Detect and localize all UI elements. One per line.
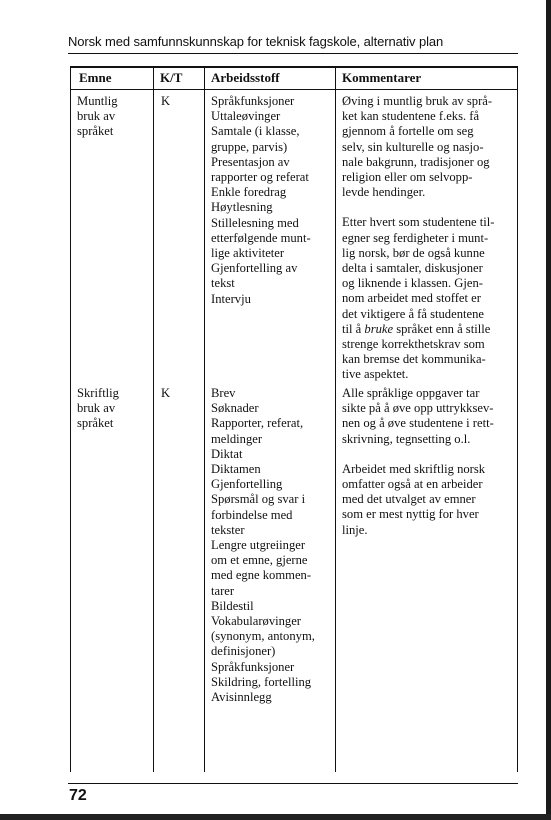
header-bottom-border — [70, 89, 518, 90]
running-head-rule — [68, 53, 518, 54]
row2-work-item: Språkfunksjoner — [211, 659, 295, 674]
row2-work-item: Søknader — [211, 401, 259, 416]
row1-work-item: Høytlesning — [211, 200, 273, 215]
row1-arbeidsstoff — [211, 94, 311, 307]
row1-comment-line: egner seg ferdigheter i munt- — [342, 230, 489, 245]
row1-comment-line: det viktigere å få studentene — [342, 306, 484, 321]
row2-work-item: Lengre utgreiinger — [211, 538, 306, 553]
row2-work-item: forbindelse med — [211, 507, 293, 522]
row1-work-item: etterfølgende munt- — [211, 230, 311, 245]
row2-comment-line: nen og å øve studentene i rett- — [342, 416, 494, 431]
page-edge-shadow — [546, 0, 551, 820]
paragraph-gap — [342, 447, 494, 462]
header-kommentarer: Kommentarer — [342, 70, 422, 85]
row2-work-item: Spørsmål og svar i — [211, 492, 306, 507]
row1-work-item: rapporter og referat — [211, 170, 309, 185]
row1-emne — [77, 94, 118, 140]
row1-comment-line: nale bakgrunn, tradisjoner og — [342, 154, 490, 169]
row1-work-item: Samtale (i klasse, — [211, 124, 300, 139]
row1-comment-line: delta i samtaler, diskusjoner — [342, 261, 483, 276]
row2-work-item: definisjoner) — [211, 644, 276, 659]
row1-work-item: Stillelesning med — [211, 215, 299, 230]
row2-comment-line: som er mest nyttig for hver — [342, 507, 479, 522]
row2-work-item: Diktat — [211, 446, 243, 461]
row1-comment-line: tive aspektet. — [342, 367, 409, 382]
row1-kommentarer — [342, 94, 494, 383]
header-emne: Emne — [79, 70, 112, 85]
row1-comment-line: og liknende i klassen. Gjen- — [342, 276, 483, 291]
row1-work-item: Språkfunksjoner — [211, 94, 295, 108]
row1-kt — [161, 94, 170, 109]
row1-comment-line: selv, sin kulturelle og nasjo- — [342, 139, 484, 154]
row1-work-item: gruppe, parvis) — [211, 139, 288, 154]
footer-rule — [68, 783, 518, 784]
row1-work-item: Enkle foredrag — [211, 185, 287, 200]
row2-comment-line: Arbeidet med skriftlig norsk — [342, 461, 486, 476]
row1-comment-line: levde hendinger. — [342, 185, 426, 200]
column-divider-2 — [204, 66, 205, 772]
row1-comment-line: nom arbeidet med stoffet er — [342, 291, 481, 306]
row2-comment-line: med det utvalget av emner — [342, 492, 476, 507]
row2-emne-line: Skriftlig — [77, 386, 119, 400]
page-edge-shadow-bottom — [0, 814, 551, 820]
running-head: Norsk med samfunnskunnskap for teknisk fagskole, alternativ plan — [68, 34, 444, 49]
table-left-border — [70, 66, 71, 772]
row2-work-item: Diktamen — [211, 462, 261, 477]
row1-comment-line: religion eller om selvopp- — [342, 170, 473, 185]
table-right-border — [517, 66, 518, 772]
row2-work-item: Skildring, fortelling — [211, 674, 312, 689]
header-kt: K/T — [160, 70, 183, 85]
row1-comment-line: lig norsk, bør de også kunne — [342, 245, 485, 260]
row1-comment-line: Etter hvert som studentene til- — [342, 215, 495, 230]
page-number: 72 — [69, 787, 87, 804]
row2-comment-line: omfatter også at en arbeider — [342, 477, 483, 492]
row2-comment-line: linje. — [342, 522, 368, 537]
row2-comment-line: sikte på å øve opp uttrykksev- — [342, 401, 494, 416]
row2-work-item: Rapporter, referat, — [211, 416, 304, 431]
row1-comment-line: gjennom å fortelle om seg — [342, 124, 474, 139]
row2-emne — [77, 386, 119, 432]
row2-kt — [161, 386, 170, 401]
row1-comment-line-emphasis — [342, 322, 494, 337]
row2-work-item: tarer — [211, 583, 235, 598]
row1-comment-line: strenge korrekthetskrav som — [342, 337, 485, 352]
row1-work-item: Gjenfortelling av — [211, 261, 298, 276]
row1-emne-line: bruk av — [77, 109, 116, 124]
row1-work-item: Uttaleøvinger — [211, 109, 281, 124]
emphasized-word: bruke — [364, 321, 394, 336]
row2-arbeidsstoff — [211, 386, 315, 705]
row2-work-item: med egne kommen- — [211, 568, 312, 583]
row1-emne-line: Muntlig — [77, 94, 118, 108]
row2-work-item: tekster — [211, 522, 245, 537]
row2-work-item: meldinger — [211, 431, 263, 446]
row1-work-item: tekst — [211, 276, 235, 291]
comment-text: språket enn å stille — [393, 321, 491, 336]
row1-work-item: Intervju — [211, 291, 251, 306]
row1-work-item: lige aktiviteter — [211, 246, 285, 261]
row2-kt-value: K — [161, 386, 171, 400]
row1-comment-line: ket kan studentene f.eks. få — [342, 109, 480, 124]
row1-work-item: Presentasjon av — [211, 154, 290, 169]
row2-comment-line: skrivning, tegnsetting o.l. — [342, 431, 471, 446]
row2-work-item: Avisinnlegg — [211, 690, 272, 705]
row2-emne-line: bruk av — [77, 401, 116, 416]
row1-comment-line: Øving i muntlig bruk av språ- — [342, 94, 493, 108]
column-divider-3 — [335, 66, 336, 772]
row2-work-item: (synonym, antonym, — [211, 629, 315, 644]
paragraph-gap — [342, 200, 494, 215]
table-top-border — [70, 66, 518, 68]
row2-work-item: Vokabularøvinger — [211, 614, 302, 629]
row2-work-item: Brev — [211, 386, 236, 400]
row2-comment-line: Alle språklige oppgaver tar — [342, 386, 480, 400]
row2-work-item: Bildestil — [211, 598, 254, 613]
row2-work-item: Gjenfortelling — [211, 477, 283, 492]
row2-kommentarer — [342, 386, 494, 538]
column-divider-1 — [153, 66, 154, 772]
row2-work-item: om et emne, gjerne — [211, 553, 308, 568]
comment-text: til å — [342, 321, 365, 336]
row1-comment-line: kan bremse det kommunika- — [342, 352, 486, 367]
header-arbeidsstoff: Arbeidsstoff — [211, 70, 280, 85]
row2-emne-line: språket — [77, 416, 114, 431]
row1-emne-line: språket — [77, 124, 114, 139]
row1-kt-value: K — [161, 94, 171, 108]
